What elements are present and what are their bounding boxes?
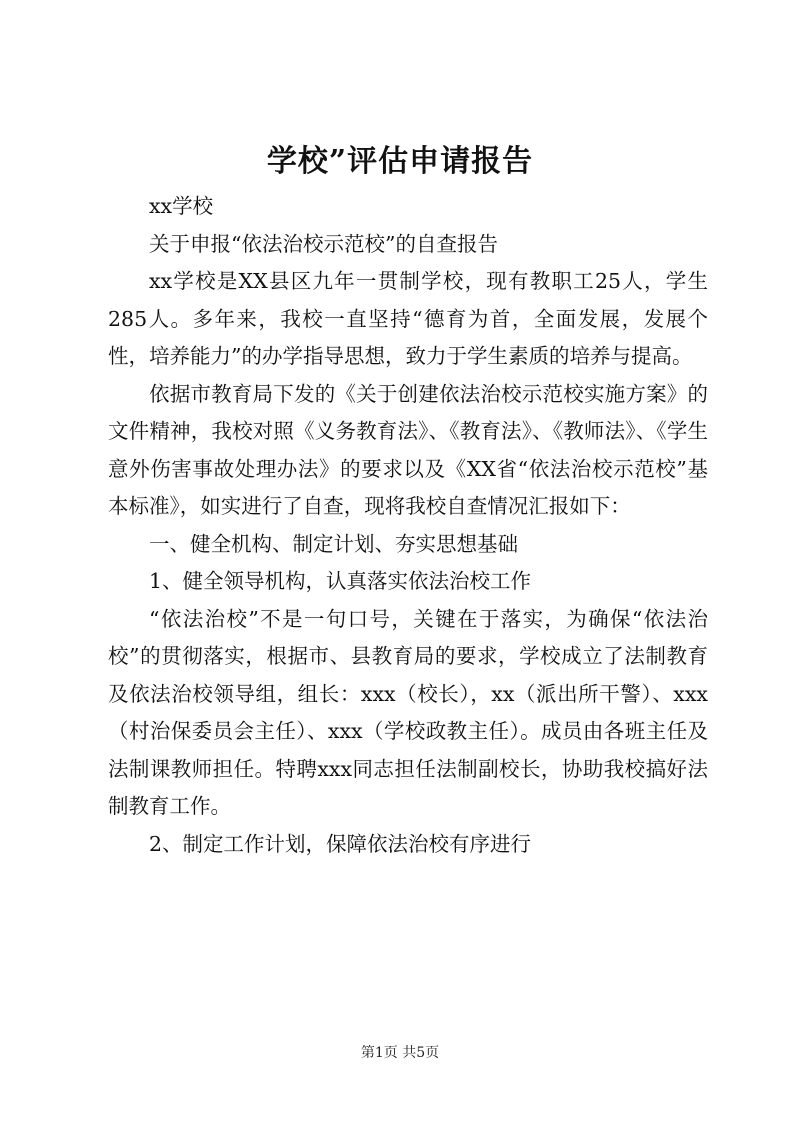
document-title: 学校”评估申请报告 [266, 144, 534, 179]
report-subtitle-paragraph: 关于申报“依法治校示范校”的自查报告 [149, 231, 498, 256]
basis-paragraph: 依据市教育局下发的《关于创建依法治校示范校实施方案》的文件精神，我校对照《义务教育法》、《教育法》、《教师法》、《学生意外伤害事故处理办法》的要求以及《XX省“依法治校示范校”基本标准》，如实进行了自查，现将我校自查情况汇报如下： [108, 381, 708, 518]
school-intro-paragraph: xx学校是XX县区九年一贯制学校，现有教职工25人，学生285人。多年来，我校一直坚持“德育为首，全面发展，发展个性，培养能力”的办学指导思想，致力于学生素质的培养与提高。 [108, 269, 708, 368]
subsection-heading-1: 1、健全领导机构，认真落实依法治校工作 [149, 569, 532, 593]
subsection-heading-2: 2、制定工作计划，保障依法治校有序进行 [149, 831, 532, 856]
leadership-paragraph: “依法治校”不是一句口号，关键在于落实，为确保“依法治校”的贯彻落实，根据市、县教育局的要求，学校成立了法制教育及依法治校领导组，组长：xxx（校长），xx（派出所干警）、xxx（村治保委员会主任）、xxx（学校政教主任）。成员由各班主任及法制课教师担任。特聘xxx同志担任法制副校长，协助我校搞好法制教育工作。 [108, 606, 708, 818]
document-body [108, 188, 708, 863]
section-heading-1: 一、健全机构、制定计划、夯实思想基础 [149, 531, 518, 556]
page-number-footer: 第1页 共5页 [360, 1045, 440, 1061]
school-name-paragraph: xx学校 [149, 194, 214, 218]
